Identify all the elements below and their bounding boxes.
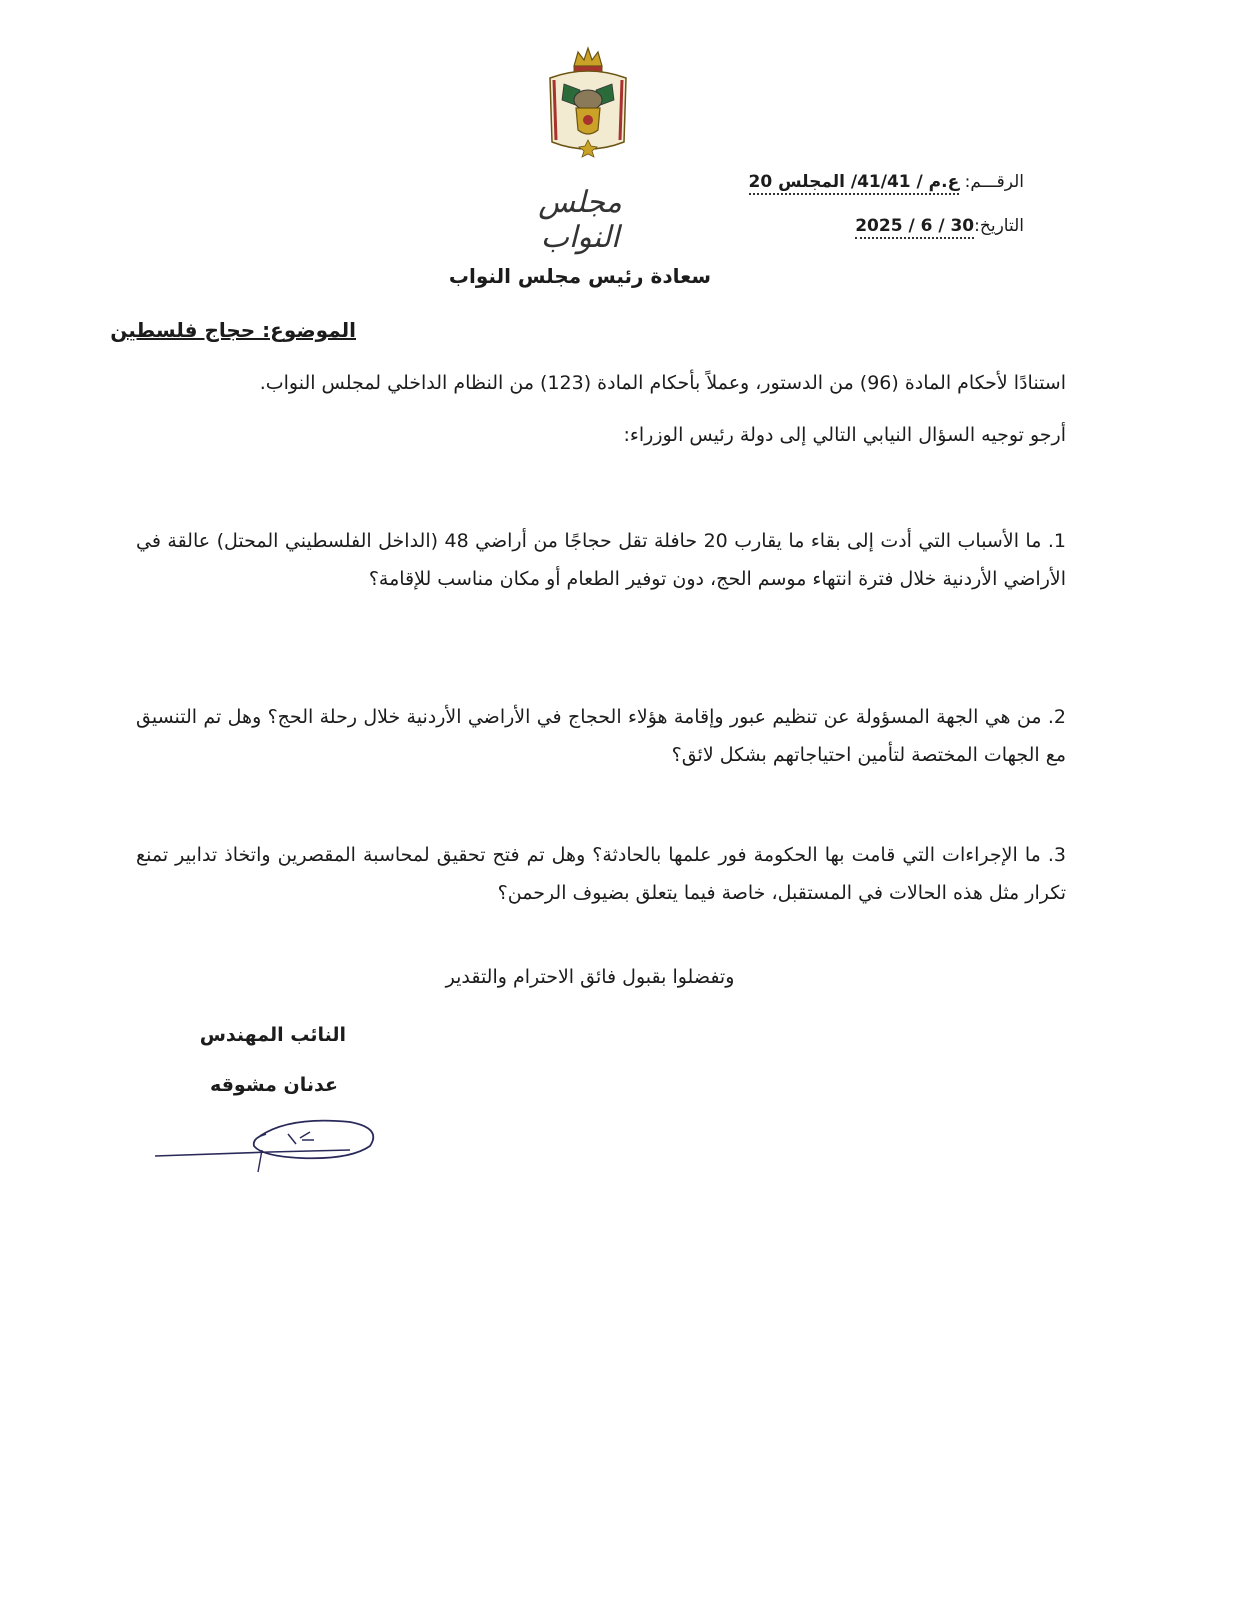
question-1: 1. ما الأسباب التي أدت إلى بقاء ما يقارب 20 حافلة تقل حجاجًا من أراضي 48 (الداخل الفلسطيني المحتل) عالقة في الأراضي الأردنية خلال فترة انتهاء موسم الحج، دون توفير الطعام أو مكان مناسب للإقامة؟ bbox=[136, 530, 1067, 590]
date-value: 30 / 6 / 2025 bbox=[855, 216, 974, 239]
closing-salutation: وتفضلوا بقبول فائق الاحترام والتقدير bbox=[445, 966, 735, 988]
subject-line: الموضوع: حجاج فلسطين bbox=[110, 318, 356, 342]
addressee: سعادة رئيس مجلس النواب bbox=[448, 264, 712, 288]
reference-number bbox=[749, 172, 1024, 192]
date-label: التاريخ: bbox=[974, 216, 1024, 236]
handwritten-signature bbox=[150, 1110, 390, 1180]
question-3: 3. ما الإجراءات التي قامت بها الحكومة فور علمها بالحادثة؟ وهل تم فتح تحقيق لمحاسبة المقصرين واتخاذ تدابير تمنع تكرار مثل هذه الحالات في المستقبل، خاصة فيما يتعلق بضيوف الرحمن؟ bbox=[136, 844, 1066, 904]
parliament-logo-text: مجلس النواب bbox=[538, 185, 622, 255]
question-2: 2. من هي الجهة المسؤولة عن تنظيم عبور وإقامة هؤلاء الحجاج في الأراضي الأردنية خلال رحلة الحج؟ وهل تم التنسيق مع الجهات المختصة لتأمين احتياجاتهم بشكل لائق؟ bbox=[136, 706, 1066, 766]
intro-paragraph-legal-basis: استنادًا لأحكام المادة (96) من الدستور، وعملاً بأحكام المادة (123) من النظام الداخلي لمجلس النواب. bbox=[259, 372, 1066, 394]
reference-value: ع.م / 41/41/ المجلس 20 bbox=[749, 172, 960, 195]
letter-date bbox=[855, 216, 1024, 236]
coat-of-arms-emblem bbox=[538, 44, 638, 164]
reference-label: الرقـــم: bbox=[964, 172, 1024, 192]
signatory-title: النائب المهندس bbox=[199, 1024, 346, 1046]
signatory-name: عدنان مشوقه bbox=[209, 1074, 338, 1096]
intro-paragraph-request: أرجو توجيه السؤال النيابي التالي إلى دولة رئيس الوزراء: bbox=[623, 424, 1066, 446]
